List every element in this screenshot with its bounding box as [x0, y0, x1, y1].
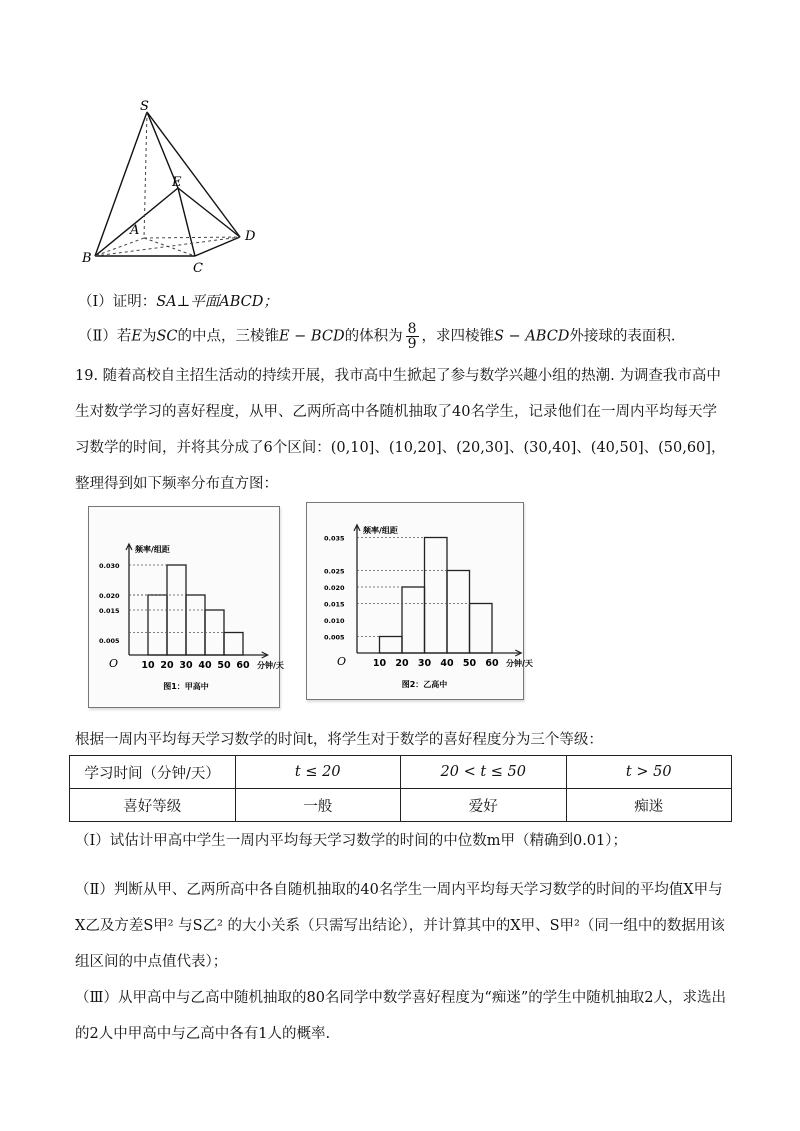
table-cell: 学习时间（分钟/天）	[70, 756, 236, 789]
vertex-label-b: B	[82, 251, 92, 266]
y-tick-label: 0.010	[324, 617, 345, 625]
table-cell: t ≤ 20	[235, 756, 401, 789]
x-tick-label: 50	[217, 660, 231, 671]
table-cell: 喜好等级	[70, 789, 236, 822]
y-tick-label: 0.025	[324, 567, 345, 576]
table-cell: 痴迷	[566, 789, 732, 822]
x-tick-label: 20	[395, 658, 409, 669]
fraction-denominator: 9	[407, 336, 417, 352]
histogram-2	[307, 503, 533, 699]
histogram-bar	[425, 538, 448, 654]
math-ebcd: E − BCD	[278, 328, 345, 345]
y-axis-label: 频率/组距	[363, 525, 398, 535]
q18-part2-text-d: 的体积为	[344, 328, 403, 345]
y-tick-label: 0.020	[324, 584, 345, 592]
x-tick-label: 60	[485, 658, 499, 669]
y-tick-label: 0.005	[324, 633, 345, 642]
histogram-bar	[148, 595, 167, 655]
x-axis-label: 分钟/天	[506, 659, 533, 668]
y-tick-label: 0.015	[99, 607, 120, 615]
x-tick-label: 60	[236, 660, 250, 671]
q18-part2-text-f: 外接球的表面积.	[569, 328, 676, 345]
q18-part2-text-b: 为	[141, 328, 157, 345]
origin-label: O	[337, 655, 347, 668]
x-tick-label: 30	[417, 658, 432, 669]
levels-table	[69, 755, 732, 822]
x-tick-label: 40	[440, 658, 454, 669]
x-tick-label: 10	[372, 658, 387, 669]
table-cell: 爱好	[401, 789, 567, 822]
q18-part1-math: SA⊥平面ABCD；	[156, 294, 278, 310]
math-sabcd: S − ABCD	[494, 328, 570, 345]
vertex-label-s: S	[140, 99, 149, 114]
histogram-bar	[402, 587, 425, 653]
q18-part2-text-a: （Ⅱ）若	[78, 328, 132, 345]
q19-part1: （Ⅰ）试估计甲高中学生一周内平均每天学习数学的时间的中位数m甲（精确到0.01）；	[75, 833, 628, 849]
y-tick-label: 0.020	[99, 592, 120, 600]
y-axis-label: 频率/组距	[135, 545, 170, 554]
y-tick-label: 0.015	[324, 600, 345, 609]
table-cell: t > 50	[566, 756, 732, 789]
fraction-numerator: 8	[407, 321, 417, 337]
origin-label: O	[109, 657, 119, 670]
histogram-bar	[186, 595, 205, 655]
histogram-figure-1	[88, 506, 284, 708]
x-tick-label: 40	[198, 660, 212, 671]
vertex-label-e: E	[172, 175, 182, 190]
vertex-label-c: C	[193, 261, 203, 276]
histogram-figure-2	[306, 502, 533, 700]
volume-fraction	[406, 322, 419, 351]
histogram-bar	[470, 604, 493, 654]
histogram-bar	[447, 571, 470, 654]
chart-caption: 图2：乙高中	[401, 680, 448, 689]
table-cell: 20 < t ≤ 50	[401, 756, 567, 789]
x-axis-label: 分钟/天	[257, 661, 284, 670]
vertex-label-d: D	[245, 229, 256, 244]
q18-part2-text-c: 的中点，三棱锥	[177, 328, 279, 345]
q18-part2	[78, 322, 676, 351]
x-tick-label: 20	[160, 660, 174, 671]
q18-part1-prefix: （Ⅰ）证明：	[78, 294, 157, 310]
histogram-bar	[380, 637, 403, 654]
x-tick-label: 30	[179, 660, 193, 671]
math-sc: SC	[156, 328, 178, 345]
table-row	[70, 789, 732, 822]
q18-part2-text-e: ，求四棱锥	[421, 328, 495, 345]
levels-intro: 根据一周内平均每天学习数学的时间t，将学生对于数学的喜好程度分为三个等级：	[75, 732, 603, 748]
q18-part1	[78, 292, 278, 312]
y-tick-label: 0.005	[99, 637, 120, 645]
math-e: E	[131, 328, 142, 345]
histogram-1	[89, 507, 284, 707]
table-cell: 一般	[235, 789, 401, 822]
y-tick-label: 0.035	[324, 534, 345, 543]
q19-part2: （Ⅱ）判断从甲、乙两所高中各自随机抽取的40名学生一周内平均每天学习数学的时间的平均值X甲与X乙及方差S甲² 与S乙² 的大小关系（只需写出结论），并计算其中的X甲、S甲²（同一组中的数据用该组区间的中点值代表）；	[75, 882, 725, 970]
q19-intro: 19. 随着高校自主招生活动的持续开展，我市高中生掀起了参与数学兴趣小组的热潮. 为调查我市高中生对数学学习的喜好程度，从甲、乙两所高中各随机抽取了40名学生，记录他们在一周内平均每天学习数学的时间，并将其分成了6个区间：(0,10]、(10,20]、(20,30]、(30,40]、(40,50]、(50,60]，整理得到如下频率分布直方图：	[75, 368, 726, 492]
chart-caption: 图1：甲高中	[163, 682, 209, 691]
x-tick-label: 10	[141, 660, 155, 671]
y-tick-label: 0.030	[99, 562, 120, 570]
histogram-bar	[224, 633, 243, 656]
vertex-label-a: A	[130, 223, 140, 238]
table-row	[70, 756, 732, 789]
pyramid-figure	[80, 100, 280, 280]
x-tick-label: 50	[462, 658, 477, 669]
q19-part3: （Ⅲ）从甲高中与乙高中随机抽取的80名同学中数学喜好程度为“痴迷”的学生中随机抽取2人，求选出的2人中甲高中与乙高中各有1人的概率.	[75, 990, 726, 1042]
